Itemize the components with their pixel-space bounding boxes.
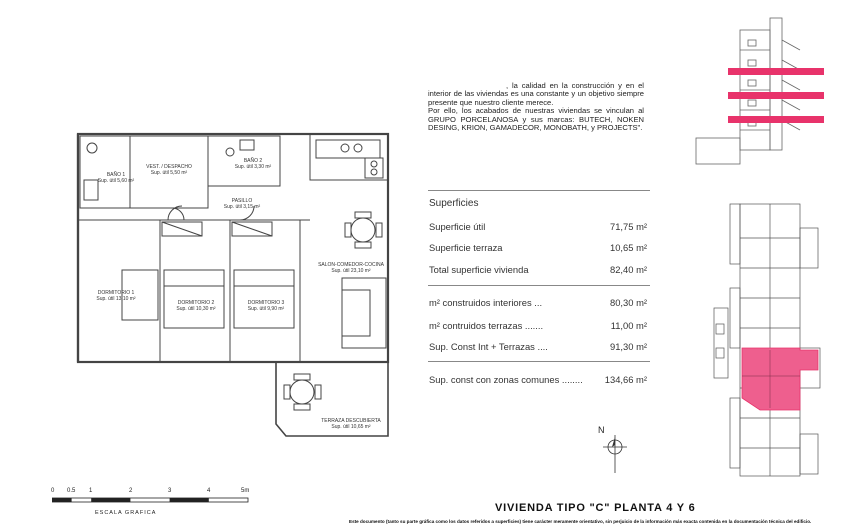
surface-row [429,297,649,311]
surface-row [429,341,649,355]
room-name: BAÑO 2 [243,158,263,164]
surface-label: m² contruidos terrazas ....... [429,320,544,331]
room-salon [310,262,392,274]
description-text [428,82,644,132]
floor-plan-drawing [40,120,400,450]
separator-line [428,361,650,362]
surface-value: 91,30 m² [610,341,647,352]
highlight-floor [728,116,824,123]
surface-value: 10,65 m² [610,242,647,253]
scale-tick: 0.5 [67,488,76,494]
room-dormitorio1 [86,290,146,302]
room-name: SALON-COMEDOR-COCINA [318,262,384,268]
key-plan [700,198,830,488]
scale-tick: 2 [129,488,133,494]
surface-label: m² construidos interiores ... [429,297,543,308]
scale-caption: ESCALA GRAFICA [95,510,157,516]
surface-row [429,221,649,235]
surface-label: Sup. const con zonas comunes ........ [429,374,583,385]
disclaimer-text: Este documento (tanto su parte gráfica como los datos referidos a superficies) tiene carácter meramente orientativo, sin perjuicio de la información más exacta contenida en la documentación técnica del edificio. [349,519,812,524]
surface-label: Superficie terraza [429,242,503,253]
room-area: Sup. útil 13,10 m² [96,296,136,302]
surface-label: Total superficie vivienda [429,264,529,275]
room-area: Sup. útil 3,30 m² [234,164,272,170]
room-area: Sup. útil 10,65 m² [331,424,371,430]
surface-value: 134,66 m² [604,374,647,385]
room-dormitorio3 [236,300,296,312]
surface-row [429,374,649,388]
highlight-floor-6 [728,92,824,99]
separator-line [428,285,650,286]
room-name: BAÑO 1 [106,172,126,178]
room-name: PASILLO [231,198,253,204]
room-name: VEST. / DESPACHO [146,164,192,170]
room-area: Sup. útil 5,60 m² [97,178,135,184]
room-name: DORMITORIO 2 [177,300,215,306]
room-area: Sup. útil 9,90 m² [247,306,285,312]
surface-value: 71,75 m² [610,221,647,232]
room-name: TERRAZA DESCUBIERTA [321,418,381,424]
document-title: VIVIENDA TIPO "C" PLANTA 4 Y 6 [495,502,696,514]
room-area: Sup. útil 10,30 m² [176,306,216,312]
room-name: DORMITORIO 3 [247,300,285,306]
scale-tick: 3 [168,488,172,494]
separator-line [428,190,650,191]
scale-tick: 4 [207,488,211,494]
room-name: DORMITORIO 1 [97,290,135,296]
scale-bar [52,496,252,506]
room-area: Sup. útil 23,10 m² [331,268,371,274]
room-bano2 [228,158,278,170]
room-vestibulo [132,164,206,176]
room-pasillo [212,198,272,210]
surface-value: 11,00 m² [610,320,647,331]
description-paragraph: Por ello, los acabados de nuestras viviendas se vinculan al GRUPO PORCELANOSA y sus marcas: BUTECH, NOKEN DESING, KRION, GAMADECOR, MONOBATH, y PROJECTS". [428,106,644,133]
room-area: Sup. útil 5,50 m² [150,170,188,176]
highlight-floor-4 [728,68,824,75]
scale-tick: 1 [89,488,93,494]
surface-value: 82,40 m² [610,264,647,275]
surface-label: Superficie útil [429,221,486,232]
room-dormitorio2 [166,300,226,312]
floor-plan [40,120,400,450]
scale-tick: 5m [241,488,250,494]
surfaces-table [428,190,650,385]
surface-value: 80,30 m² [610,297,647,308]
surface-row [429,264,649,278]
compass-icon [600,433,630,475]
surface-row [429,242,649,256]
surfaces-title: Superficies [429,198,479,209]
room-area: Sup. útil 3,15 m² [223,204,261,210]
surface-row [429,320,649,334]
north-label: N [598,425,605,435]
north-arrow [596,425,632,475]
building-elevation [690,10,830,170]
room-terraza [316,418,386,430]
description-paragraph: , la calidad en la construcción y en el interior de las viviendas es una constante y un objetivo siempre presente que nuestro cliente merece. [428,81,644,107]
scale-tick: 0 [51,488,55,494]
surface-label: Sup. Const Int + Terrazas .... [429,341,548,352]
highlighted-unit [742,348,818,410]
